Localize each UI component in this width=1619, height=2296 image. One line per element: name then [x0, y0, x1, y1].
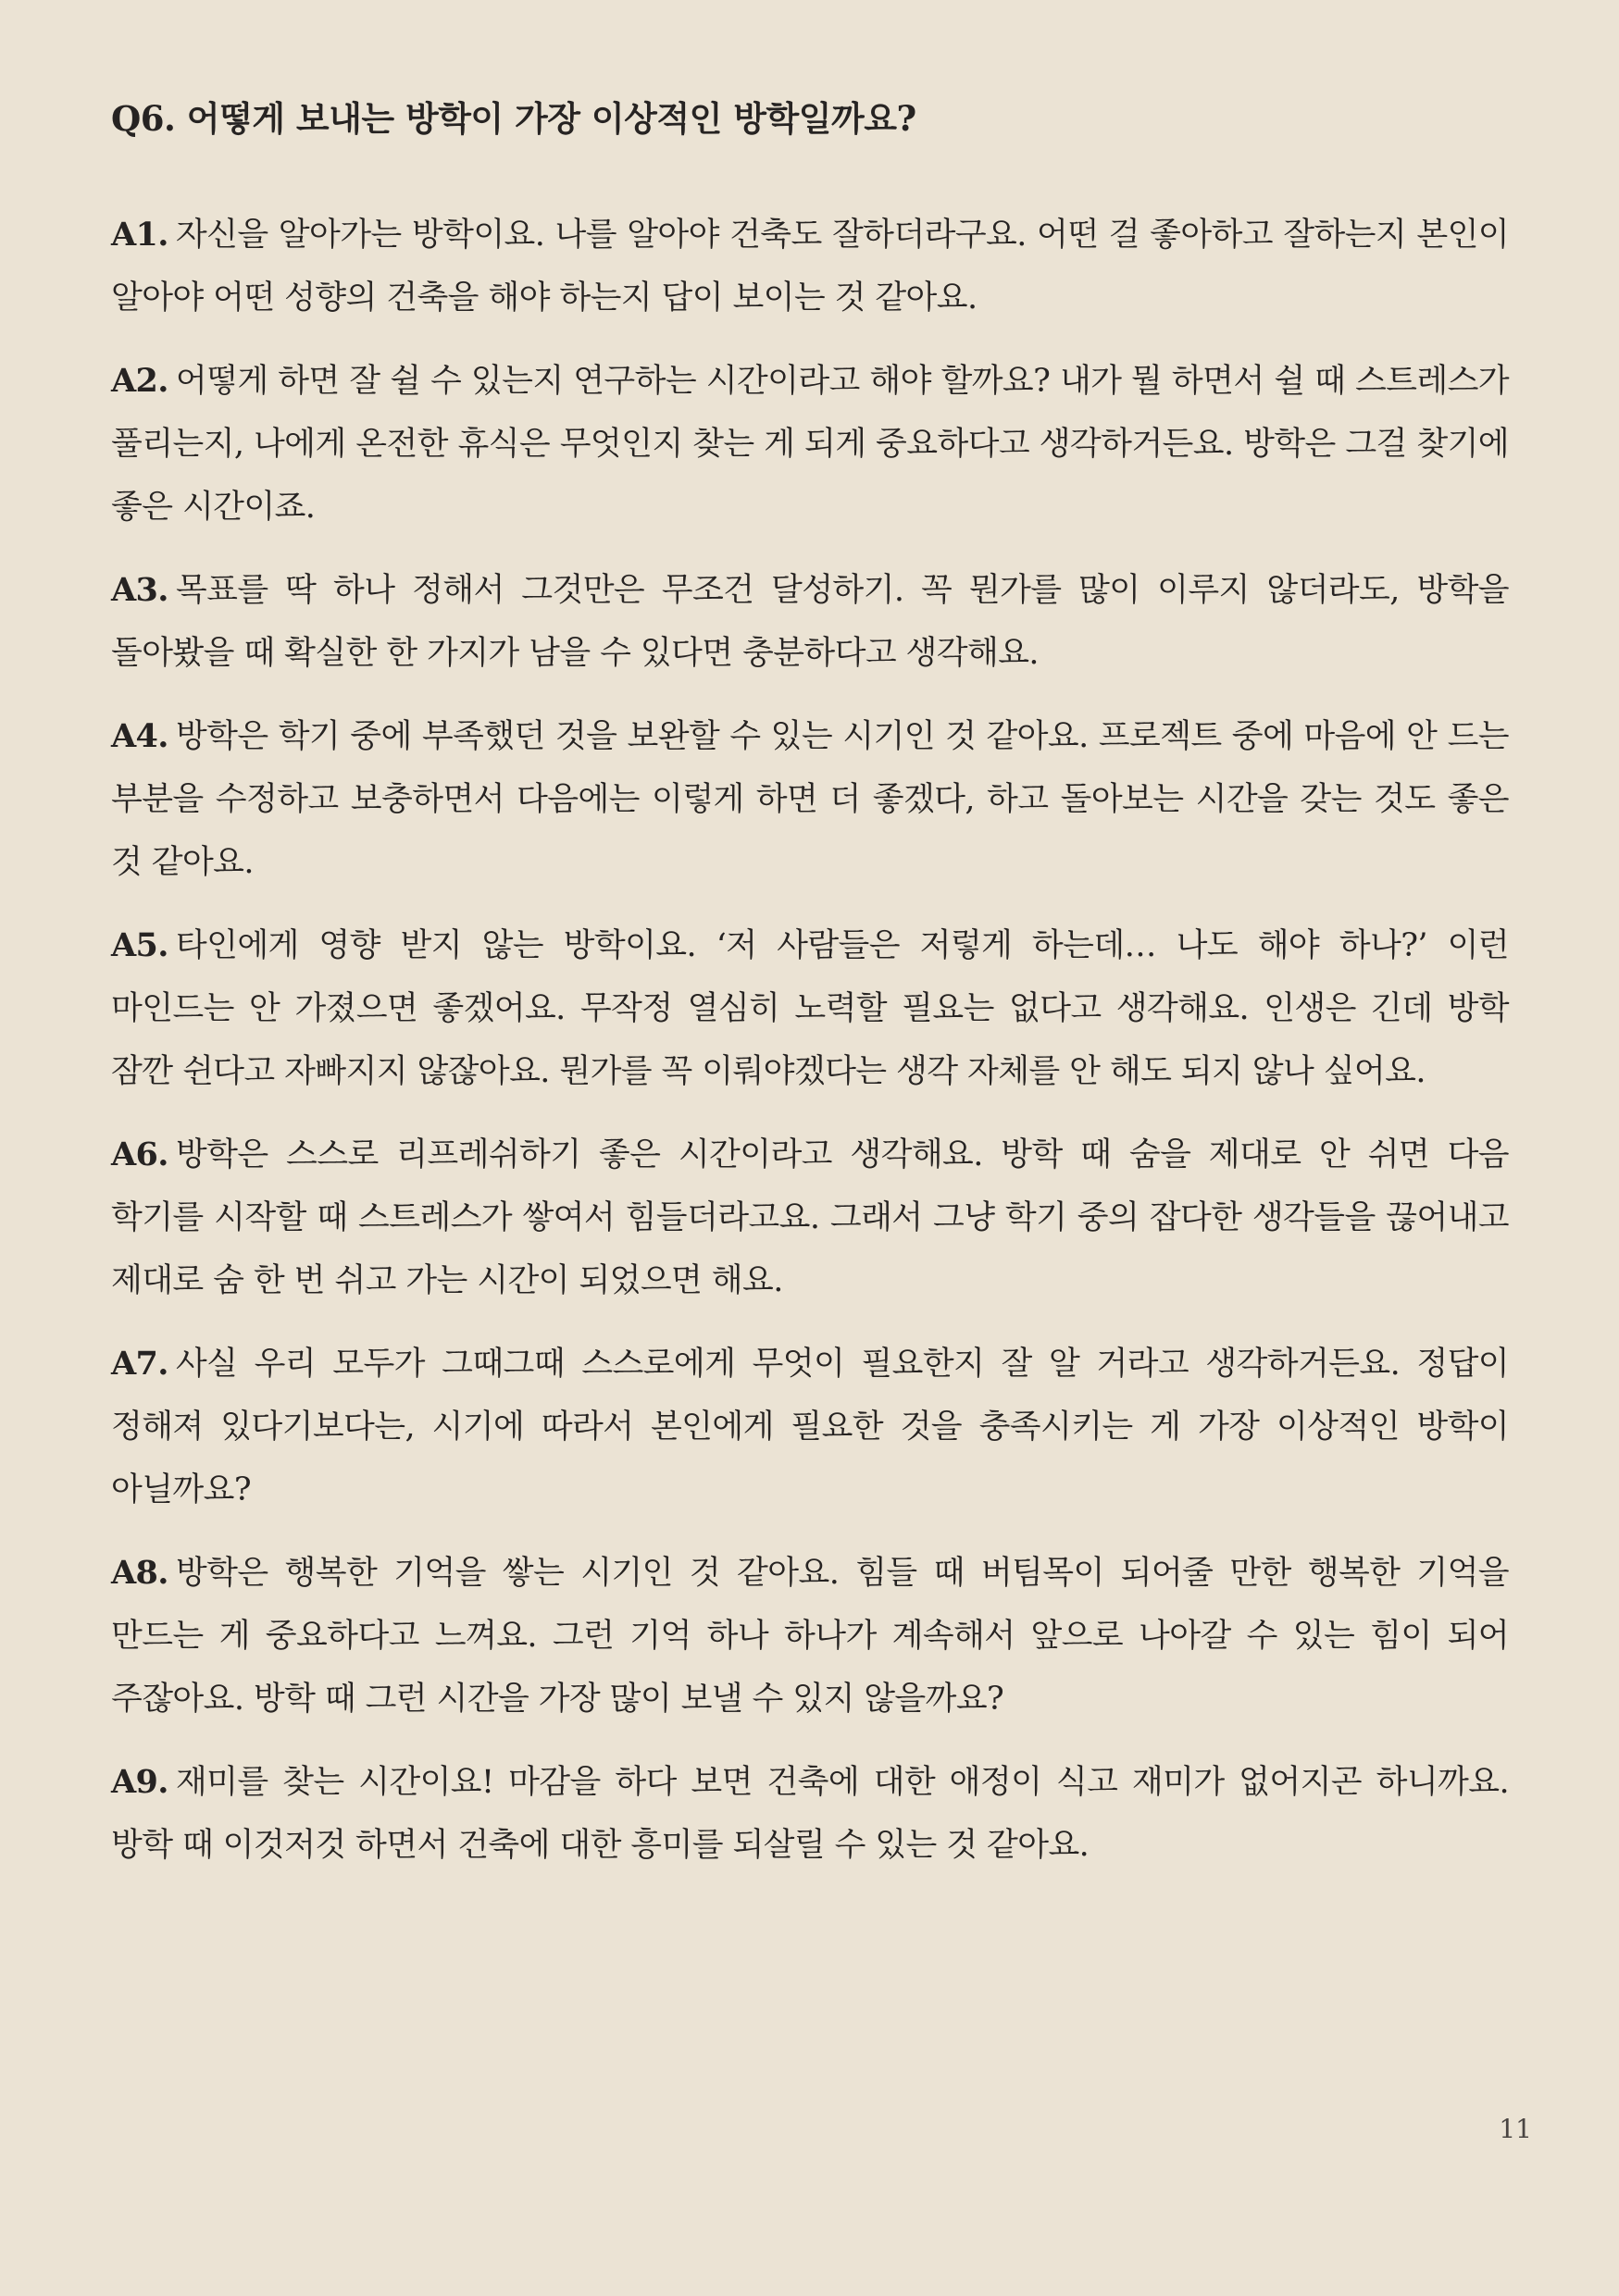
answer-text: 재미를 찾는 시간이요! 마감을 하다 보면 건축에 대한 애정이 식고 재미가 없어지곤 하니까요. 방학 때 이것저것 하면서 건축에 대한 흥미를 되살릴 수 있는 것 같아요.: [111, 1764, 1509, 1864]
page-number: 11: [1499, 2114, 1532, 2144]
question-heading: Q6. 어떻게 보내는 방학이 가장 이상적인 방학일까요?: [111, 98, 916, 139]
answer-label: A4.: [111, 717, 168, 755]
answer-label: A9.: [111, 1763, 168, 1801]
answer-label: A1.: [111, 216, 168, 254]
answer-text: 자신을 알아가는 방학이요. 나를 알아야 건축도 잘하더라구요. 어떤 걸 좋아하고 잘하는지 본인이 알아야 어떤 성향의 건축을 해야 하는지 답이 보이는 것 같아요.: [111, 217, 1509, 316]
answer-4: [111, 705, 1509, 894]
answer-6: [111, 1123, 1509, 1312]
answer-2: [111, 350, 1509, 539]
answer-1: [111, 204, 1509, 329]
answer-text: 타인에게 영향 받지 않는 방학이요. ‘저 사람들은 저렇게 하는데… 나도 해야 하나?’ 이런 마인드는 안 가졌으면 좋겠어요. 무작정 열심히 노력할 필요는 없다고 생각해요. 인생은 긴데 방학 잠깐 쉰다고 자빠지지 않잖아요. 뭔가를 꼭 이뤄야겠다는 생각 자체를 안 해도 되지 않나 싶어요.: [111, 927, 1509, 1090]
answer-text: 사실 우리 모두가 그때그때 스스로에게 무엇이 필요한지 잘 알 거라고 생각하거든요. 정답이 정해져 있다기보다는, 시기에 따라서 본인에게 필요한 것을 충족시키는 게 가장 이상적인 방학이 아닐까요?: [111, 1346, 1509, 1508]
answer-label: A6.: [111, 1136, 168, 1173]
answer-8: [111, 1542, 1509, 1731]
answer-label: A7.: [111, 1345, 168, 1383]
answer-label: A8.: [111, 1554, 168, 1592]
answer-9: [111, 1751, 1509, 1877]
answer-text: 어떻게 하면 잘 쉴 수 있는지 연구하는 시간이라고 해야 할까요? 내가 뭘 하면서 쉴 때 스트레스가 풀리는지, 나에게 온전한 휴식은 무엇인지 찾는 게 되게 중요하다고 생각하거든요. 방학은 그걸 찾기에 좋은 시간이죠.: [111, 363, 1509, 526]
answer-text: 방학은 행복한 기억을 쌓는 시기인 것 같아요. 힘들 때 버팀목이 되어줄 만한 행복한 기억을 만드는 게 중요하다고 느껴요. 그런 기억 하나 하나가 계속해서 앞으로 나아갈 수 있는 힘이 되어 주잖아요. 방학 때 그런 시간을 가장 많이 보낼 수 있지 않을까요?: [111, 1555, 1509, 1718]
answer-text: 방학은 학기 중에 부족했던 것을 보완할 수 있는 시기인 것 같아요. 프로젝트 중에 마음에 안 드는 부분을 수정하고 보충하면서 다음에는 이렇게 하면 더 좋겠다, 하고 돌아보는 시간을 갖는 것도 좋은 것 같아요.: [111, 718, 1509, 881]
answer-text: 목표를 딱 하나 정해서 그것만은 무조건 달성하기. 꼭 뭔가를 많이 이루지 않더라도, 방학을 돌아봤을 때 확실한 한 가지가 남을 수 있다면 충분하다고 생각해요.: [111, 572, 1509, 672]
answer-5: [111, 914, 1509, 1103]
interview-page: [111, 89, 1509, 1897]
answer-label: A2.: [111, 362, 168, 400]
answer-label: A5.: [111, 926, 168, 964]
answer-7: [111, 1333, 1509, 1521]
answer-text: 방학은 스스로 리프레쉬하기 좋은 시간이라고 생각해요. 방학 때 숨을 제대로 안 쉬면 다음 학기를 시작할 때 스트레스가 쌓여서 힘들더라고요. 그래서 그냥 학기 중의 잡다한 생각들을 끊어내고 제대로 숨 한 번 쉬고 가는 시간이 되었으면 해요.: [111, 1136, 1509, 1299]
answer-label: A3.: [111, 571, 168, 609]
answer-3: [111, 559, 1509, 685]
